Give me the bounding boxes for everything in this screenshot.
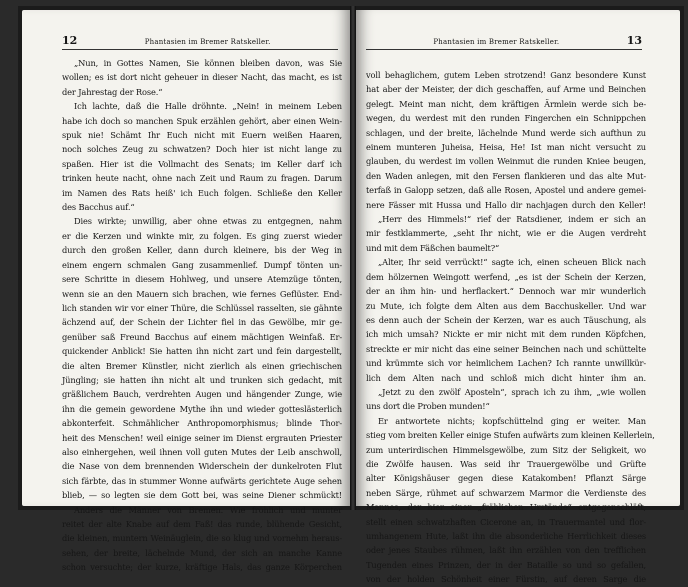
text-line: terfaß in Galopp setzen, daß alle Rosen, Apostel und andere gemei- — [366, 185, 646, 196]
text-line: einem munteren Juheisa, Heisa, He! Ist man nicht versucht zu — [366, 142, 646, 153]
text-line: sich färbte, das in stummer Wonne aufwärts gerichtete Auge sehen — [62, 475, 342, 486]
text-line: sehen, der breite, lächelnde Mund, der sich an manche Kanne — [62, 547, 342, 558]
text-line: lich dem Alten nach und schloß mich dicht hinter ihm an. — [366, 372, 646, 383]
text-line: die kleinen, muntern Weinäuglein, die so klug und vornehm heraus- — [62, 533, 342, 544]
text-line: die Zwölfe hausen. Was seid ihr Trauergewölbe und Grüfte — [366, 458, 646, 469]
text-line: voll behaglichem, gutem Leben strotzend! Ganz besondere Kunst — [366, 70, 646, 80]
page-number: 12 — [62, 34, 78, 47]
right-page — [356, 10, 680, 585]
text-line: noch solches Zeug zu schwatzen? Doch hier ist nicht lange zu — [62, 144, 342, 155]
text-line: und krümmte sich vor heimlichem Lachen? Ich rannte unwillkür- — [366, 358, 646, 369]
text-line: Er antwortete nichts; kopfschüttelnd ging er weiter. Man — [378, 415, 646, 426]
text-line: Ich lachte, daß die Halle dröhnte. „Nein! in meinem Leben — [74, 101, 342, 112]
text-line: wegen, du werdest mit den runden Fingerchen ein Schnippchen — [366, 113, 646, 124]
text-line: der Jahrestag der Rose.“ — [62, 86, 163, 97]
text-line: der an ihm hin- und herflackert.“ Dennoch war mir wunderlich — [366, 286, 646, 297]
text-line: blieb, — so legten sie dem Gott bei, was seine Diener schmückt! — [62, 490, 342, 501]
text-line: wollen; es ist dort nicht geheuer in dieser Nacht, das macht, es ist — [62, 72, 342, 83]
text-line: abkonterfeit. Schmählicher Anthropomorphismus; blinde Thor- — [62, 418, 342, 429]
text-line: hat aber der Meister, der dich geschaffen, auf Arme und Beinchen — [366, 84, 646, 95]
text-line: „Alter, Ihr seid verrückt!“ sagte ich, einen scheuen Blick nach — [378, 257, 646, 268]
text-line: gelegt. Meint man nicht, dem kräftigen Ärmlein werde sich be- — [366, 98, 646, 109]
text-line: alter Königshäuser gegen diese Katakomben! Pflanzt Särge — [366, 473, 646, 484]
text-line: „Herr des Himmels!“ rief der Ratsdiener, indem er sich an — [378, 214, 646, 225]
text-line: „Nun, in Gottes Namen, Sie können bleiben davon, was Sie — [74, 58, 342, 68]
left-page-header — [62, 34, 338, 50]
text-line: streckte er mir nicht das eine seiner Beinchen nach und schüttelte — [366, 343, 646, 354]
text-line: es denn auch der Schein der Kerzen, war es auch Täuschung, als — [366, 314, 646, 325]
text-line: dem hölzernen Weingott werfend, „es ist der Schein der Kerzen, — [366, 271, 646, 282]
text-line: gräßlichem Bauch, verdrehten Augen und hängender Zunge, wie — [62, 389, 342, 400]
text-line: den Waden anlegen, mit den Fersen flankieren und das alte Mut- — [366, 170, 646, 181]
text-line: umhangenem Hute, laßt ihn die absonderliche Herrlichkeit dieses — [366, 531, 646, 541]
text-line: sere Schritte in diesem Hohlweg, und unsere Atemzüge tönten, — [62, 274, 342, 285]
text-line: nere Fässer mit Hussa und Hallo dir nachjagen durch den Keller! — [366, 199, 646, 210]
text-line: von der holden Schönheit einer Fürstin, auf deren Sarge die — [366, 574, 646, 585]
text-line: also einhergehen, weil ihnen voll guten Mutes der Leib anschwoll, — [62, 446, 342, 457]
text-line: heit des Menschen! weil einige seiner im Dienst ergrauten Priester — [62, 432, 342, 443]
text-line: ich mich umsah? Nickte er mir nicht mit dem runden Köpfchen, — [366, 329, 646, 340]
text-line: lich standen wir vor einer Thüre, die Schlüssel rasselten, sie gähnte — [62, 302, 342, 313]
text-line: uns dort die Proben munden!“ — [366, 401, 490, 412]
text-line: glauben, du werdest im vollen Weinmut die runden Kniee beugen, — [366, 156, 646, 167]
text-line: er die Kerzen und winkte mir, zu folgen. Es ging zuerst wieder — [62, 230, 342, 241]
text-line: ihn die gemein gewordene Mythe ihn und wieder gotteslästerlich — [62, 403, 342, 414]
text-line: genüber saß Freund Bacchus auf einem mächtigen Weinfaß. Er- — [62, 331, 342, 342]
text-line: schon versuchte; der kurze, kräftige Hals, das ganze Körperchen — [62, 562, 342, 573]
text-line: mir festklammerte, „seht Ihr nicht, wie er die Augen verdreht — [366, 228, 646, 239]
right-page-text — [366, 68, 655, 587]
open-book — [18, 6, 684, 585]
text-line: reitet der alte Knabe auf dem Faß! das runde, blühende Gesicht, — [62, 519, 342, 529]
text-line: schlagen, und der breite, lächelnde Mund werde sich aufthun zu — [366, 127, 646, 138]
text-line: Jüngling; sie hatten ihn nicht alt und trunken sich gedacht, mit — [62, 374, 342, 385]
text-line: quickender Anblick! Sie hatten ihn nicht zart und fein dargestellt, — [62, 346, 342, 357]
text-line: spaßen. Hier ist die Vollmacht des Senats; im Keller darf ich — [62, 158, 342, 169]
text-line: durch den großen Keller, dann durch kleinere, bis der Weg in — [62, 245, 342, 256]
right-page-header — [366, 34, 642, 50]
text-line: die alten Bremer Künstler, nicht zierlich als einen griechischen — [62, 360, 342, 371]
left-page-text — [62, 56, 342, 575]
text-line: zu Mute, ich folgte dem Alten aus dem Bacchuskeller. Und war — [366, 300, 646, 311]
text-line: stieg vom breiten Keller einige Stufen aufwärts zum kleinen Kellerlein, — [366, 430, 655, 441]
text-line: Dies wirkte; unwillig, aber ohne etwas zu entgegnen, nahm — [74, 216, 342, 227]
page-number: 13 — [626, 34, 642, 47]
left-page — [22, 10, 350, 573]
text-line: oder jenes Staubes rühmen, laßt ihn erzählen von den trefflichen — [366, 545, 646, 556]
text-line: neben Särge, rühmet auf schwarzem Marmor die Verdienste des — [366, 487, 646, 498]
running-head: Phantasien im Bremer Ratskeller. — [433, 38, 560, 46]
text-line: ächzend auf, der Schein der Lichter fiel in das Gewölbe, mir ge- — [62, 317, 342, 328]
text-line: zum unterirdischen Himmelsgewölbe, zum Sitz der Seligkeit, wo — [366, 444, 646, 455]
text-line: Mannes, der hier einer „fröhlichen Urstände“ entgegenschläft, — [366, 502, 646, 513]
text-line: spuk nie! Schämt Ihr Euch nicht mit Euern weißen Haaren, — [62, 130, 342, 141]
text-line: des Bacchus auf.“ — [62, 202, 135, 213]
text-line: einem engern schmalen Gang zusammenlief. Dumpf tönten un- — [62, 259, 342, 270]
text-line: die Nase von dem brennenden Widerschein der dunkelroten Flut — [62, 461, 342, 472]
text-line: stellt einen schwatzhaften Cicerone an, in Trauermantel und flor- — [366, 516, 646, 527]
text-line: habe ich doch so manchen Spuk erzählen gehört, aber einen Wein- — [62, 115, 342, 126]
text-line: Anders die Männer von Bremen. Wie fröhlich und munter — [74, 504, 342, 515]
text-line: „Jetzt zu den zwölf Aposteln“, sprach ich zu ihm, „wie wollen — [378, 386, 646, 397]
text-line: im Namen des Rats heiß' ich Euch folgen. Schließe den Keller — [62, 187, 342, 198]
running-head: Phantasien im Bremer Ratskeller. — [144, 38, 271, 46]
text-line: und mit dem Fäßchen baumelt?“ — [366, 242, 500, 253]
text-line: Tugenden eines Prinzen, der in der Bataille so und so gefallen, — [366, 559, 646, 570]
text-line: trinken heute nacht, ohne nach Zeit und Raum zu fragen. Darum — [62, 173, 342, 184]
text-line: wenn sie an den Mauern sich brachen, wie fernes Geflüster. End- — [62, 288, 342, 299]
